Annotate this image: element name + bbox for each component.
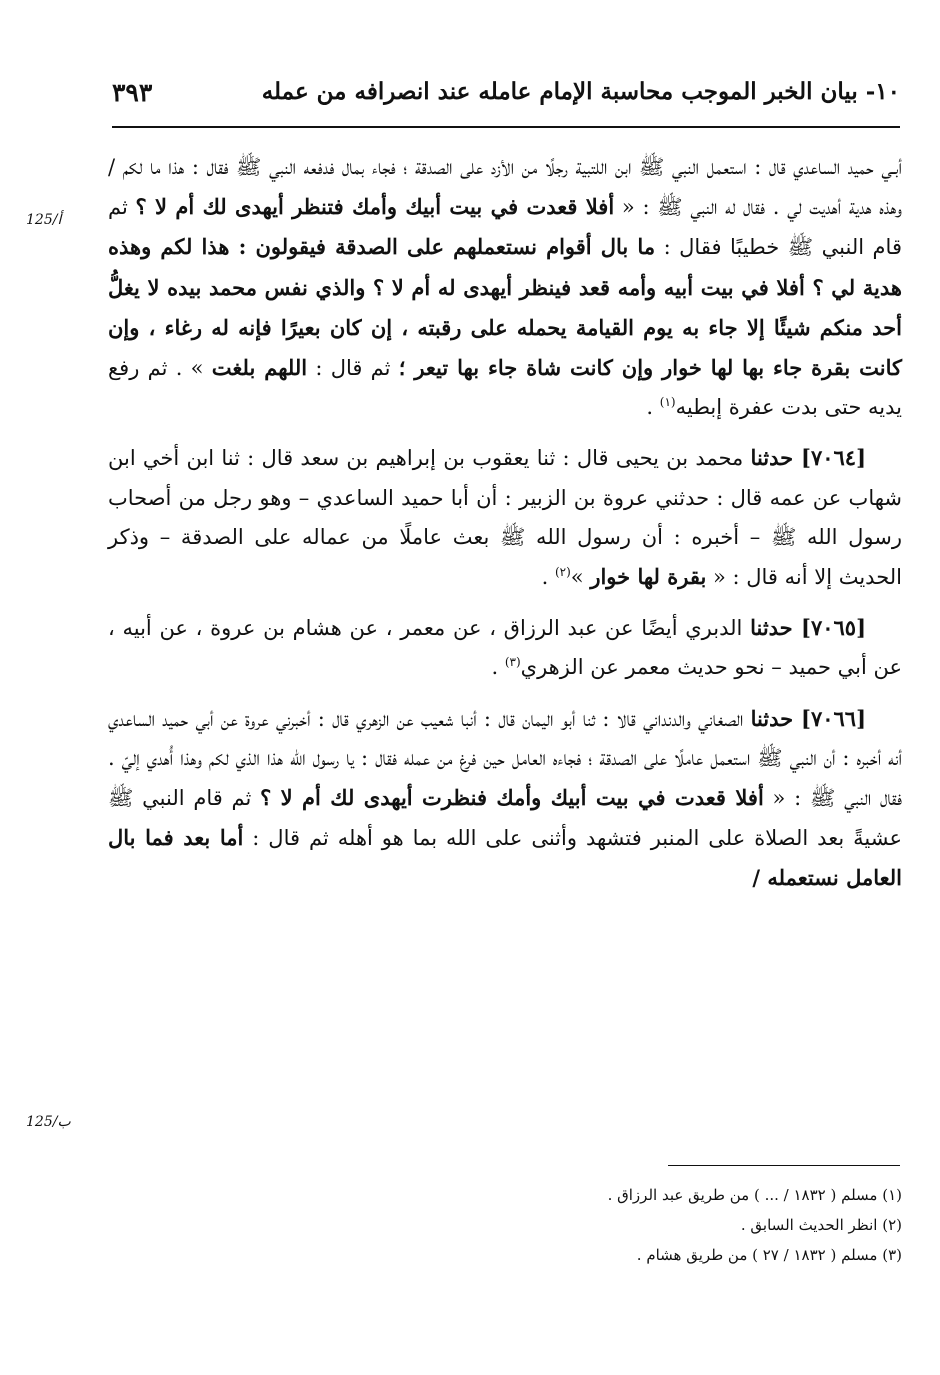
- paragraph-3: [108, 608, 902, 687]
- footnotes: [108, 1180, 902, 1270]
- footnote-ref: (١): [659, 395, 676, 410]
- text-run: .: [491, 655, 505, 680]
- folio-marker-b: 125/ب: [26, 1114, 71, 1130]
- text-run: .: [541, 565, 555, 590]
- bold-text: أفلا قعدت في بيت أبيك وأمك فتنظر أيهدى لك أم لا ؟: [135, 194, 615, 220]
- page-number: ٣٩٣: [112, 78, 153, 107]
- footnote-ref: (٣): [504, 655, 521, 670]
- footnote-1: (١) مسلم ( ١٨٣٢ / ... ) من طريق عبد الرزاق .: [607, 1186, 902, 1204]
- main-text: [108, 148, 902, 910]
- bold-text: اللهم بلغت: [211, 355, 308, 381]
- footnote-3: (٣) مسلم ( ١٨٣٢ / ٢٧ ) من طريق هشام .: [636, 1246, 902, 1264]
- text-run: ثم قال :: [307, 356, 399, 381]
- bold-text: أما بعد فما بال العامل نستعمله /: [108, 825, 902, 891]
- paragraph-1: [108, 148, 902, 427]
- bold-text: [٧٠٦٥] حدثنا: [750, 615, 866, 641]
- page-header: [112, 78, 900, 122]
- folio-marker-a: 125/أ: [26, 212, 62, 228]
- text-run: أبـي حميد الساعدي قال : استعمل النبي ﷺ ابن اللتبية رجلًا من الأزد على الصدقة ؛ فجاء بمال فدفعه النبي ﷺ فقال : هذا ما لكم / وهذه هدية أهديت لي . فقال له النبي ﷺ : «: [108, 155, 903, 220]
- footnote-divider: [668, 1165, 900, 1166]
- bold-text: بقرة لها خوار: [590, 564, 707, 590]
- text-run: .: [646, 395, 660, 420]
- bold-text: [٧٠٦٤] حدثنا: [750, 445, 867, 471]
- chapter-title: ١٠- بيان الخبر الموجب محاسبة الإمام عامله عند انصرافه من عمله: [261, 78, 900, 105]
- header-divider: [112, 126, 900, 128]
- footnote-ref: (٢): [554, 565, 571, 580]
- bold-text: [٧٠٦٦] حدثنا: [750, 705, 866, 731]
- text-run: ثم قام النبي ﷺ خطيبًا فقال :: [108, 195, 902, 260]
- text-run: ثم قام النبي ﷺ عشيةً بعد الصلاة على المنبر فتشهد وأثنى على الله بما هو أهله ثم قال :: [108, 786, 902, 851]
- paragraph-2: [108, 438, 902, 597]
- text-run: محمد بن يحيى قال : ثنا يعقوب بن إبراهيم بن سعد قال : ثنا ابن أخي ابن شهاب عن عمه قال : حدثني عروة بن الزبير : أن أبا حميد الساعدي – وهو رجل من أصحاب رسول الله ﷺ – أخبره : أن رسول الله ﷺ بعث عاملًا من عماله على الصدقة – وذكر الحديث إلا أنه قال : «: [108, 446, 902, 590]
- bold-text: ما بال أقوام نستعملهم على الصدقة فيقولون : هذا لكم وهذه هدية لي ؟ أفلا في بيت أبيه وأمه قعد فينظر أيهدى له أم لا ؟ والذي نفس محمد بيده لا يغلُّ أحد منكم شيئًا إلا جاء به يوم القيامة يحمله على رقبته ، إن كان بعيرًا فإنه له رغاء ، وإن كانت بقرة جاء بها لها خوار وإن كانت شاة جاء بها تيعر ؛: [108, 234, 902, 381]
- text-run: الدبري أيضًا عن عبد الرزاق ، عن معمر ، عن هشام بن عروة ، عن أبيه ، عن أبي حميد – نحو حديث معمر عن الزهري: [108, 616, 902, 680]
- text-run: » . ثم رفع يديه حتى بدت عفرة إبطيه: [108, 356, 902, 420]
- bold-text: أفلا قعدت في بيت أبيك وأمك فنظرت أيهدى لك أم لا ؟: [260, 785, 764, 811]
- text-run: الصغاني والدنداني قالا : ثنا أبو اليمان قال : أنبا شعيب عن الزهري قال : أخبرني عروة عن أبي حميد الساعدي أنه أخبره : أن النبي ﷺ استعمل عاملًا على الصدقة ؛ فجاءه العامل حين فرغ من عمله فقال : يا رسول الله هذا الذي لكم وهذا أُهدي إليّ . فقال النبي ﷺ : «: [108, 706, 902, 811]
- text-run: »: [570, 565, 591, 590]
- paragraph-4: [108, 699, 902, 899]
- footnote-2: (٢) انظر الحديث السابق .: [740, 1216, 902, 1234]
